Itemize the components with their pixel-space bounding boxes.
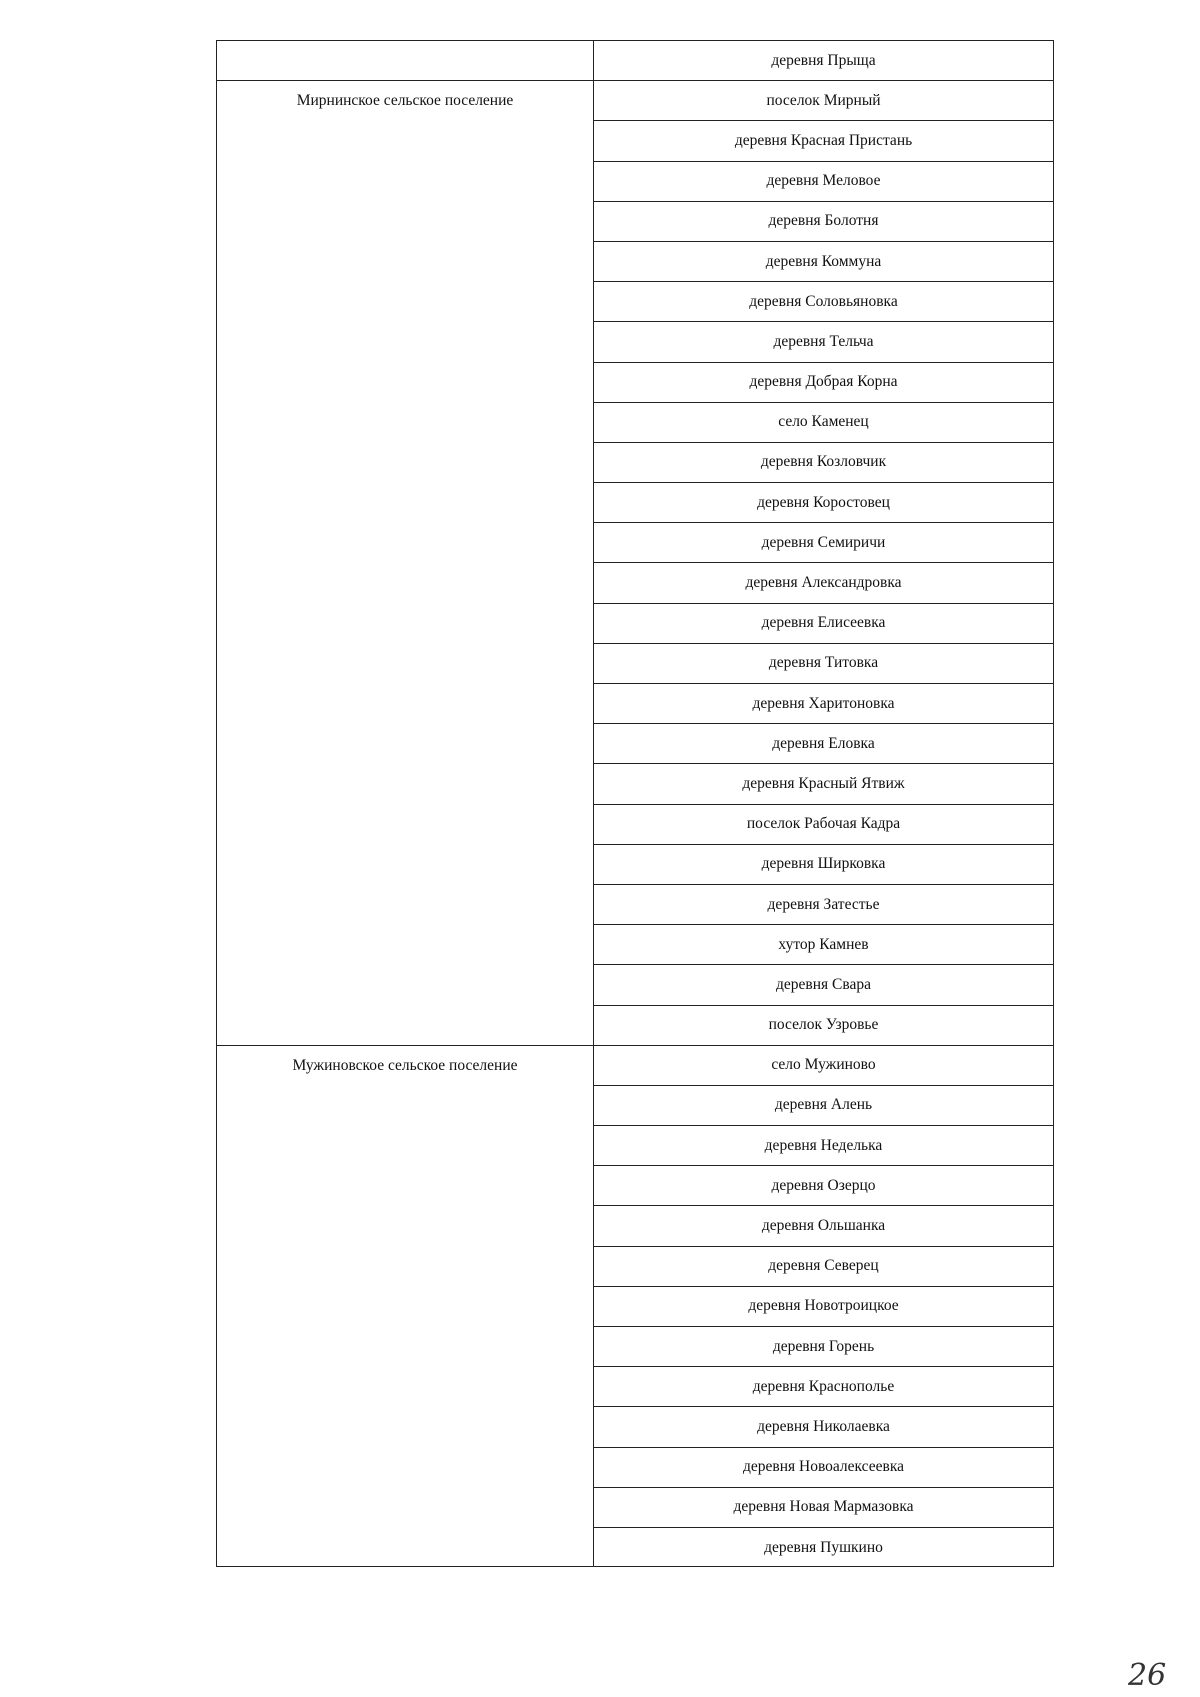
locality-row: деревня Неделька	[594, 1126, 1053, 1166]
locality-row: деревня Козловчик	[594, 443, 1053, 483]
locality-row: деревня Краснополье	[594, 1367, 1053, 1407]
locality-row: село Мужиново	[594, 1046, 1053, 1086]
locality-row: деревня Новотроицкое	[594, 1287, 1053, 1327]
page-number: 26	[1128, 1658, 1167, 1693]
locality-row: деревня Алень	[594, 1086, 1053, 1126]
locality-row: деревня Титовка	[594, 644, 1053, 684]
settlement-separator	[217, 80, 593, 81]
locality-row: деревня Еловка	[594, 724, 1053, 764]
settlements-table	[216, 40, 1054, 1567]
settlement-name: Мужиновское сельское поселение	[292, 1057, 518, 1074]
locality-row: деревня Харитоновка	[594, 684, 1053, 724]
locality-row: деревня Северец	[594, 1247, 1053, 1287]
locality-row: деревня Горень	[594, 1327, 1053, 1367]
locality-row: деревня Коммуна	[594, 242, 1053, 282]
locality-row: деревня Прыща	[594, 41, 1053, 81]
locality-row: деревня Красный Ятвиж	[594, 764, 1053, 804]
locality-row: село Каменец	[594, 403, 1053, 443]
locality-row: деревня Николаевка	[594, 1407, 1053, 1447]
locality-row: деревня Добрая Корна	[594, 363, 1053, 403]
locality-row: хутор Камнев	[594, 925, 1053, 965]
locality-row: деревня Соловьяновка	[594, 282, 1053, 322]
locality-row: деревня Семиричи	[594, 523, 1053, 563]
locality-row: деревня Тельча	[594, 322, 1053, 362]
locality-row: деревня Коростовец	[594, 483, 1053, 523]
locality-row: поселок Узровье	[594, 1006, 1053, 1046]
locality-row: деревня Затестье	[594, 885, 1053, 925]
locality-row: деревня Новая Мармазовка	[594, 1488, 1053, 1528]
locality-column	[594, 41, 1053, 1568]
locality-row: деревня Озерцо	[594, 1166, 1053, 1206]
locality-row: поселок Мирный	[594, 81, 1053, 121]
locality-row: деревня Свара	[594, 965, 1053, 1005]
locality-row: деревня Александровка	[594, 563, 1053, 603]
settlement-name: Мирнинское сельское поселение	[296, 92, 514, 110]
locality-row: деревня Меловое	[594, 162, 1053, 202]
locality-row: деревня Елисеевка	[594, 604, 1053, 644]
locality-row: деревня Ширковка	[594, 845, 1053, 885]
locality-row: поселок Рабочая Кадра	[594, 805, 1053, 845]
locality-row: деревня Ольшанка	[594, 1206, 1053, 1246]
locality-row: деревня Новоалексеевка	[594, 1448, 1053, 1488]
settlement-separator	[217, 1045, 593, 1046]
locality-row: деревня Красная Пристань	[594, 121, 1053, 161]
locality-row: деревня Пушкино	[764, 1539, 883, 1557]
locality-row: деревня Болотня	[594, 202, 1053, 242]
